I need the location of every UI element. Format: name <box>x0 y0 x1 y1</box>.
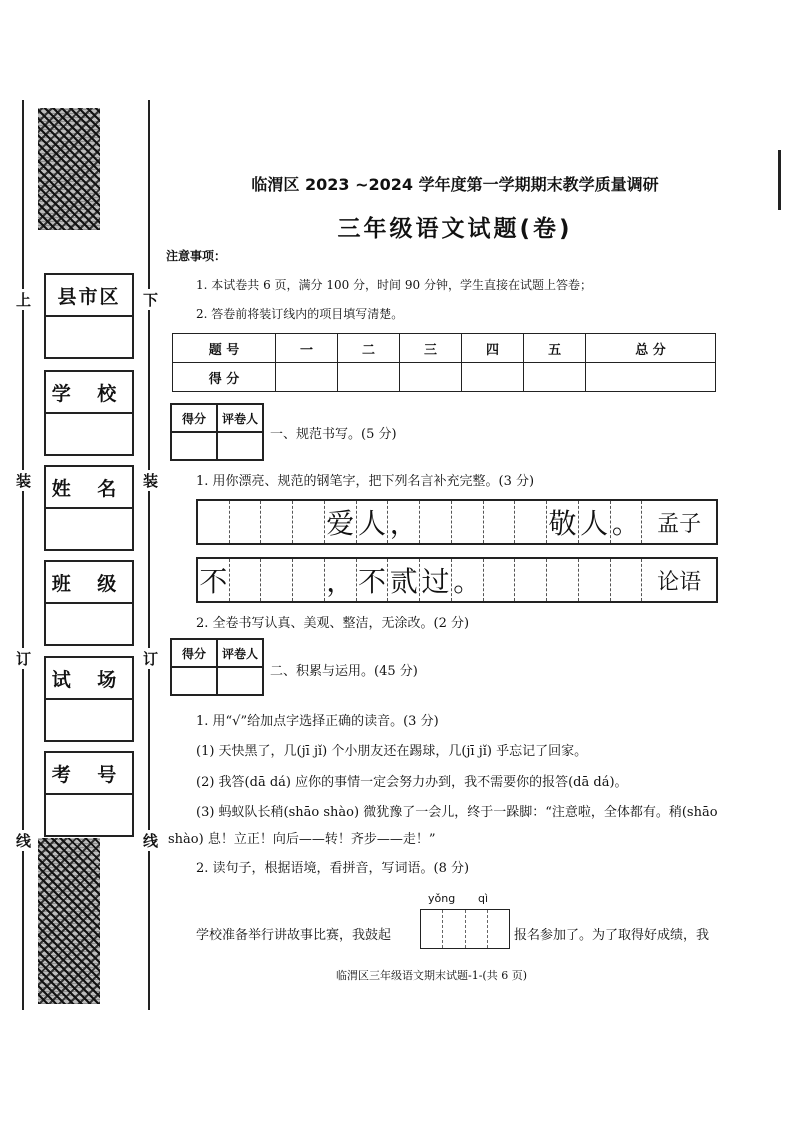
writing-cell[interactable] <box>484 501 516 543</box>
grader-box-grader-blank[interactable] <box>217 667 263 695</box>
writing-cell[interactable]: 人 <box>357 501 389 543</box>
writing-cell[interactable] <box>293 501 325 543</box>
score-table-header-row <box>173 334 716 363</box>
edge-mark <box>778 150 781 210</box>
field-county[interactable] <box>44 273 134 359</box>
writing-cell[interactable]: 爱 <box>325 501 357 543</box>
grader-box-grader-label: 评卷人 <box>217 639 263 667</box>
field-county-blank[interactable] <box>46 317 132 357</box>
field-exam-room[interactable] <box>44 656 134 742</box>
notes-item-2: 2. 答卷前将装订线内的项目填写清楚。 <box>196 307 404 321</box>
field-class[interactable] <box>44 560 134 646</box>
writing-cell[interactable]: 不 <box>357 559 389 601</box>
margin-char-ding-right: 订 <box>143 650 159 668</box>
field-exam-room-label: 试 场 <box>46 658 132 700</box>
field-school[interactable] <box>44 370 134 456</box>
writing-cell[interactable] <box>261 501 293 543</box>
grader-box-section-1 <box>170 403 264 461</box>
notes-item-1: 1. 本试卷共 6 页，满分 100 分，时间 90 分钟，学生直接在试题上答卷； <box>196 278 592 292</box>
section-1-q1: 1. 用你漂亮、规范的钢笔字，把下列名言补充完整。(3 分) <box>196 474 535 489</box>
section-2-q2: 2. 读句子，根据语境，看拼音，写词语。(8 分) <box>196 861 470 876</box>
grader-box-score-blank[interactable] <box>171 432 217 460</box>
writing-cell[interactable]: ， <box>388 501 420 543</box>
pinyin-qi: qì <box>478 892 489 905</box>
score-input-cell[interactable] <box>400 363 462 392</box>
writing-cell[interactable] <box>611 559 643 601</box>
answer-cell[interactable] <box>443 910 465 948</box>
score-input-cell[interactable] <box>462 363 524 392</box>
writing-cell[interactable]: 不 <box>198 559 230 601</box>
field-class-blank[interactable] <box>46 604 132 644</box>
writing-cell[interactable]: 贰 <box>388 559 420 601</box>
score-table-cell: 总 分 <box>586 334 716 363</box>
binding-line-left <box>22 100 24 1010</box>
margin-char-ding-left: 订 <box>16 650 32 668</box>
margin-char-xia: 下 <box>143 291 159 309</box>
score-table-cell: 三 <box>400 334 462 363</box>
grader-box-score-label: 得分 <box>171 404 217 432</box>
section-1-q2: 2. 全卷书写认真、美观、整洁，无涂改。(2 分) <box>196 616 470 631</box>
answer-grid-yongqi[interactable] <box>420 909 510 949</box>
field-exam-number-label: 考 号 <box>46 753 132 795</box>
writing-cell[interactable] <box>230 501 262 543</box>
writing-cell[interactable] <box>230 559 262 601</box>
margin-char-xian-right: 线 <box>143 832 159 850</box>
score-table-cell: 得 分 <box>173 363 276 392</box>
section-2-q1-line-2: (2) 我答(dā dá) 应你的事情一定会努力办到，我不需要你的报答(dā dá)。 <box>196 775 628 790</box>
margin-char-zhuang-right: 装 <box>143 472 159 490</box>
writing-cell[interactable] <box>198 501 230 543</box>
field-exam-number-blank[interactable] <box>46 795 132 835</box>
score-table-cell: 二 <box>338 334 400 363</box>
field-name[interactable] <box>44 465 134 551</box>
binding-pattern-bottom <box>38 838 100 1004</box>
section-2-q2-sentence-left: 学校准备举行讲故事比赛，我鼓起 <box>196 928 392 943</box>
writing-cell[interactable] <box>452 501 484 543</box>
field-name-label: 姓 名 <box>46 467 132 509</box>
writing-cell[interactable] <box>579 559 611 601</box>
grader-box-score-label: 得分 <box>171 639 217 667</box>
field-class-label: 班 级 <box>46 562 132 604</box>
margin-char-shang: 上 <box>16 291 32 309</box>
margin-char-xian-left: 线 <box>16 832 32 850</box>
answer-cell[interactable] <box>421 910 443 948</box>
quote-source-mencius: 孟子 <box>657 511 702 537</box>
writing-cell[interactable]: ， <box>325 559 357 601</box>
section-2-heading: 二、积累与运用。(45 分) <box>270 664 418 679</box>
section-2-q1-line-4: shào) 息！立正！向后——转！齐步——走！” <box>168 832 436 847</box>
margin-char-zhuang-left: 装 <box>16 472 32 490</box>
page-footer: 临渭区三年级语文期末试题-1-(共 6 页) <box>336 969 528 982</box>
writing-cell[interactable] <box>547 559 579 601</box>
score-input-cell[interactable] <box>524 363 586 392</box>
grader-box-score-blank[interactable] <box>171 667 217 695</box>
field-school-label: 学 校 <box>46 372 132 414</box>
answer-cell[interactable] <box>466 910 488 948</box>
writing-cell[interactable] <box>261 559 293 601</box>
writing-cell[interactable]: 人 <box>579 501 611 543</box>
writing-strip-2[interactable] <box>196 557 718 603</box>
writing-cell[interactable] <box>484 559 516 601</box>
score-table-score-row <box>173 363 716 392</box>
writing-cell[interactable]: 。 <box>452 559 484 601</box>
field-name-blank[interactable] <box>46 509 132 549</box>
writing-cell[interactable]: 过 <box>420 559 452 601</box>
writing-cell[interactable] <box>515 501 547 543</box>
quote-source-analects: 论语 <box>657 569 702 595</box>
binding-line-right <box>148 100 150 1010</box>
grader-box-grader-blank[interactable] <box>217 432 263 460</box>
writing-cell[interactable] <box>515 559 547 601</box>
score-input-cell[interactable] <box>276 363 338 392</box>
field-exam-number[interactable] <box>44 751 134 837</box>
writing-cell[interactable] <box>293 559 325 601</box>
score-table-cell: 四 <box>462 334 524 363</box>
section-2-q1: 1. 用“√”给加点字选择正确的读音。(3 分) <box>196 714 439 729</box>
grader-box-section-2 <box>170 638 264 696</box>
exam-title: 临渭区 2023 ~2024 学年度第一学期期末教学质量调研 <box>251 175 659 194</box>
score-table <box>172 333 716 392</box>
score-table-cell: 题 号 <box>173 334 276 363</box>
writing-cell[interactable]: 。 <box>611 501 643 543</box>
score-input-cell[interactable] <box>586 363 716 392</box>
score-table-cell: 一 <box>276 334 338 363</box>
writing-cell[interactable] <box>420 501 452 543</box>
score-table-cell: 五 <box>524 334 586 363</box>
section-2-q1-line-1: (1) 天快黑了，几(jī jǐ) 个小朋友还在踢球，几(jī jǐ) 乎忘记了回家。 <box>196 744 588 759</box>
section-1-heading: 一、规范书写。(5 分) <box>270 427 397 442</box>
writing-cell[interactable]: 敬 <box>547 501 579 543</box>
section-2-q2-sentence-right: 报名参加了。为了取得好成绩，我 <box>514 928 710 943</box>
answer-cell[interactable] <box>488 910 509 948</box>
field-county-label: 县市区 <box>46 275 132 317</box>
field-exam-room-blank[interactable] <box>46 700 132 740</box>
grader-box-grader-label: 评卷人 <box>217 404 263 432</box>
writing-strip-1[interactable] <box>196 499 718 545</box>
pinyin-yong: yǒng <box>428 892 456 905</box>
notes-heading: 注意事项： <box>166 249 227 263</box>
score-input-cell[interactable] <box>338 363 400 392</box>
binding-pattern-top <box>38 108 100 230</box>
exam-subtitle: 三年级语文试题(卷) <box>337 216 573 242</box>
field-school-blank[interactable] <box>46 414 132 454</box>
section-2-q1-line-3: (3) 蚂蚁队长稍(shāo shào) 微犹豫了一会儿，终于一跺脚：“注意啦，全体都有。稍(shāo <box>196 805 718 820</box>
